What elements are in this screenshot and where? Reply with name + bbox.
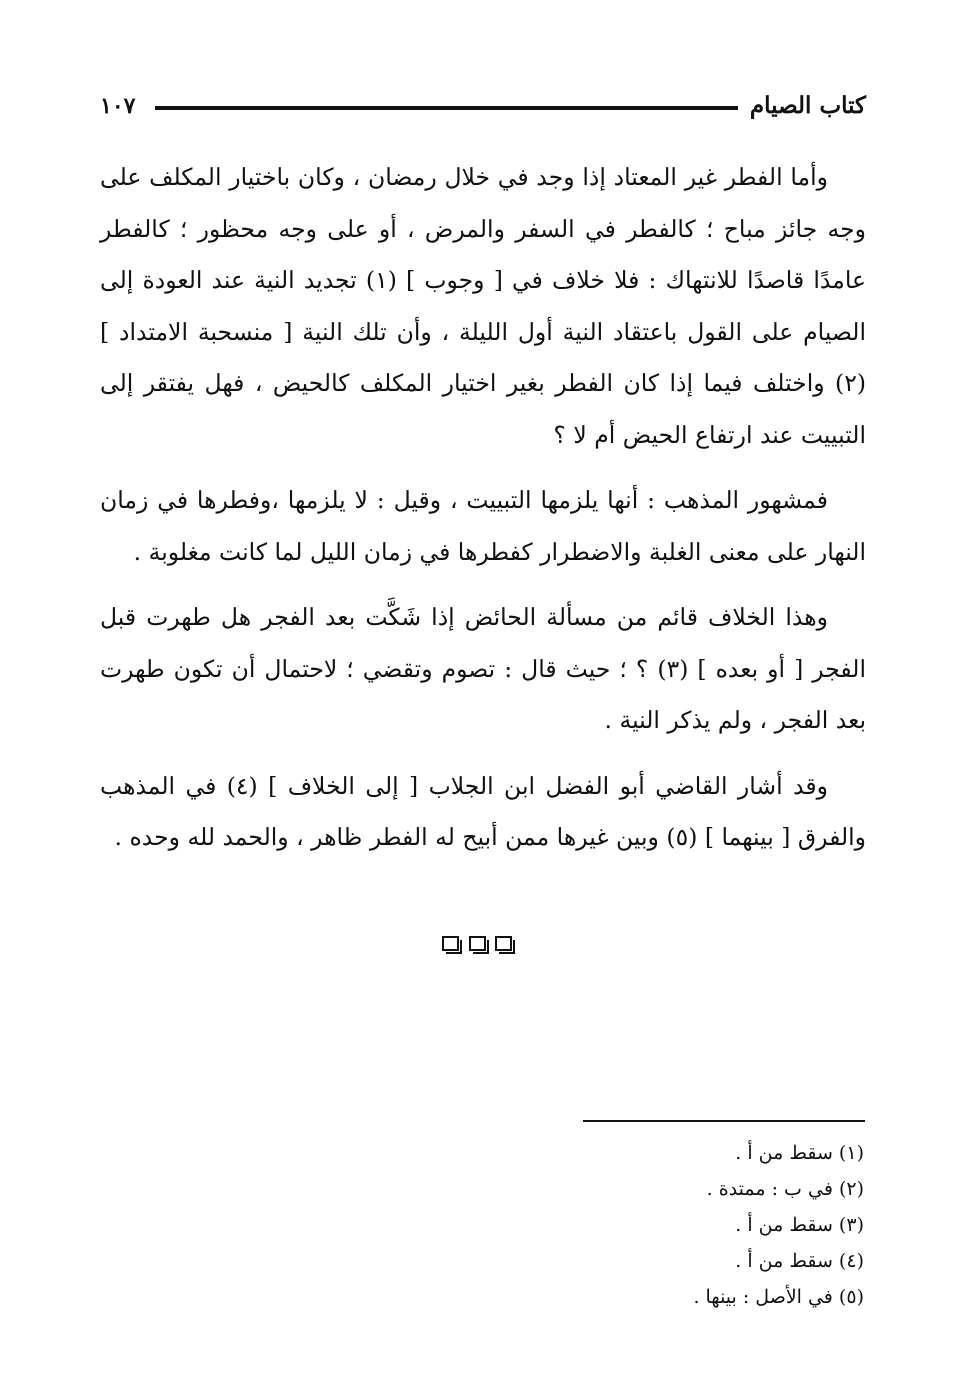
footnote-5: (٥) في الأصل : بينها . <box>693 1286 864 1308</box>
footnotes <box>364 1135 864 1315</box>
square-ornament-icon <box>495 936 512 951</box>
square-ornament-icon <box>469 936 486 951</box>
page-number: ١٠٧ <box>100 93 136 119</box>
paragraph-1: وأما الفطر غير المعتاد إذا وجد في خلال رمضان ، وكان باختيار المكلف على وجه جائز مباح ؛ كالفطر في السفر والمرض ، أو على وجه محظور ؛ كالفطر عامدًا قاصدًا للانتهاك : فلا خلاف في [ وجوب ] (١) تجديد النية عند العودة إلى الصيام على القول باعتقاد النية أول الليلة ، وأن تلك النية [ منسحبة الامتداد ] (٢) واختلف فيما إذا كان الفطر بغير اختيار المكلف كالحيض ، فهل يفتقر إلى التبييت عند ارتفاع الحيض أم لا ؟ <box>100 163 866 449</box>
square-ornament-icon <box>442 936 459 951</box>
main-text <box>100 152 866 878</box>
footnote-3: (٣) سقط من أ . <box>735 1214 864 1236</box>
paragraph-3: وهذا الخلاف قائم من مسألة الحائض إذا شَكَّت بعد الفجر هل طهرت قبل الفجر [ أو بعده ] (٣) ؟ ؛ حيث قال : تصوم وتقضي ؛ لاحتمال أن تكون طهرت بعد الفجر ، ولم يذكر النية . <box>100 603 866 734</box>
chapter-title: كتاب الصيام <box>749 92 866 119</box>
paragraph-2: فمشهور المذهب : أنها يلزمها التبييت ، وقيل : لا يلزمها ،وفطرها في زمان النهار على معنى الغلبة والاضطرار كفطرها في زمان الليل لما كانت مغلوبة . <box>100 486 866 566</box>
header-rule <box>155 106 738 110</box>
section-end-ornament <box>0 936 954 955</box>
running-header <box>100 88 866 124</box>
footnote-2: (٢) في ب : ممتدة . <box>706 1178 864 1200</box>
paragraph-4: وقد أشار القاضي أبو الفضل ابن الجلاب [ إلى الخلاف ] (٤) في المذهب والفرق [ بينهما ] (٥) وبين غيرها ممن أبيح له الفطر ظاهر ، والحمد لله وحده . <box>100 771 866 851</box>
footnote-1: (١) سقط من أ . <box>735 1142 864 1164</box>
footnote-separator <box>583 1120 865 1122</box>
footnote-4: (٤) سقط من أ . <box>735 1250 864 1272</box>
